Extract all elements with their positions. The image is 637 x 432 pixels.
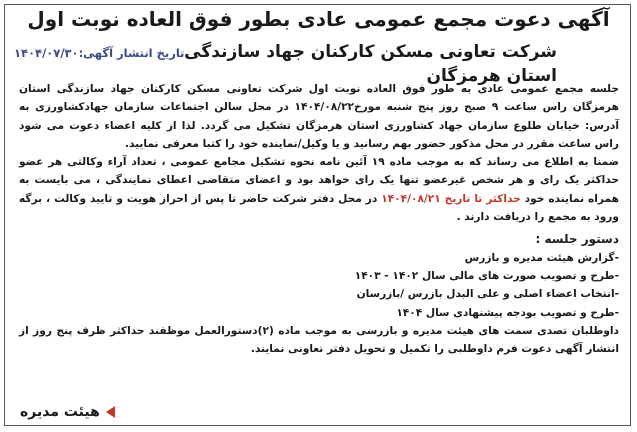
agenda-item: -گزارش هیئت مدیره و بازرس (464, 251, 619, 264)
paragraph-candidates: داوطلبان تصدی سمت های هیئت مدیره و بازرسی به موجب ماده (۲)دستورالعمل موظفند حداکثر ظرف پنج روز از انتشار آگهی دعوت فرم داوطلبی را تکمیل و تحویل دفتر تعاونی نمایند. (19, 324, 619, 356)
publish-date: تاریخ انتشار آگهی:۱۴۰۴/۰۷/۳۰ (14, 46, 185, 60)
agenda-item: -طرح و تصویب بودجه پیشنهادی سال ۱۴۰۴ (396, 306, 619, 319)
deadline-highlight: حداکثر تا تاریخ ۱۴۰۴/۰۸/۲۱ (381, 192, 521, 205)
organization-name: شرکت تعاونی مسکن کارکنان جهاد سازندگی استان هرمزگان (184, 42, 557, 86)
notice-body (19, 80, 619, 358)
signature-label: هیئت مدیره (20, 404, 100, 420)
agenda-item: -طرح و تصویب صورت های مالی سال ۱۴۰۲ - ۱۴۰۳ (354, 269, 619, 282)
proxy-text: ضمنا به اطلاع می رساند که به موجب ماده ۱۹ آئین نامه نحوه تشکیل مجامع عمومی ، تعداد آراء وکالتی هر عضو حداکثر یک رای و هر شخص غیرعضو تنها یک رای خواهد بود و اعضای متقاضی اعطای نمایندگی ، می بایست به همراه نماینده خود (19, 156, 619, 205)
signature (20, 404, 115, 420)
proxy-text-continued: در محل دفتر شرکت حاضر تا پس از احراز هویت و تایید وکالت ، برگه ورود به مجمع را دریافت دارند . (19, 192, 619, 224)
paragraph-invitation: جلسه مجمع عمومی عادی به طور فوق العاده نوبت اول شرکت تعاونی مسکن کارکنان جهاد سازندگی استان هرمزگان راس ساعت ۹ صبح روز پنج شنبه مورخ۱۴۰۴/۰۸/۲۲ در محل سالن اجتماعات سازمان جهادکشاورزی به آدرس: خیابان طلوع سازمان جهاد کشاورزی استان هرمزگان تشکیل می گردد. لذا از کلیه اعضاء دعوت می شود راس ساعت مقرر در محل مذکور حضور بهم رسانید و یا وکیل/نماینده خود را کتبا معرفی نمایید. (19, 83, 619, 150)
agenda-item: -انتخاب اعضاء اصلی و علی البدل بازرس /بازرسان (356, 288, 619, 301)
agenda-title: دستور جلسه : (535, 232, 619, 247)
arrow-left-icon (106, 406, 115, 418)
notice-title: آگهی دعوت مجمع عمومی عادی بطور فوق العاده نوبت اول (27, 7, 610, 31)
paragraph-proxy (19, 153, 619, 226)
